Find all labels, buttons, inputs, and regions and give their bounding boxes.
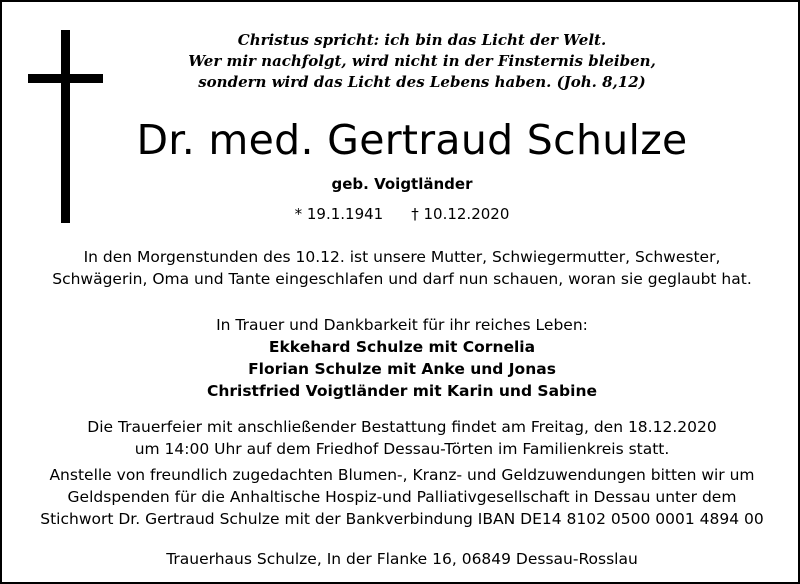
deceased-name: Dr. med. Gertraud Schulze: [136, 116, 688, 164]
mourner-line: Ekkehard Schulze mit Cornelia: [268, 338, 536, 356]
birth-date: * 19.1.1941: [294, 205, 384, 223]
mourning-house-address: [22, 548, 782, 570]
donation-line: Stichwort Dr. Gertraud Schulze mit der Bankverbindung IBAN DE14 8102 0500 0001 4894 00: [40, 510, 764, 528]
mourners: [22, 314, 782, 402]
funeral-line: Die Trauerfeier mit anschließender Bestattung findet am Freitag, den 18.12.2020: [87, 418, 717, 436]
bible-verse: [152, 30, 692, 93]
donation-info: [22, 464, 782, 530]
donation-line: Anstelle von freundlich zugedachten Blumen-, Kranz- und Geldzuwendungen bitten wir um: [49, 466, 755, 484]
announcement: [22, 246, 782, 290]
death-date: † 10.12.2020: [411, 205, 510, 223]
funeral-line: um 14:00 Uhr auf dem Friedhof Dessau-Törten im Familienkreis statt.: [134, 440, 670, 458]
announcement-line: Schwägerin, Oma und Tante eingeschlafen und darf nun schauen, woran sie geglaubt hat.: [52, 270, 752, 288]
funeral-info: [22, 416, 782, 460]
mourners-intro: In Trauer und Dankbarkeit für ihr reiches Leben:: [216, 316, 588, 334]
life-dates: [202, 204, 602, 224]
bible-verse-line: Wer mir nachfolgt, wird nicht in der Finsternis bleiben,: [188, 52, 656, 70]
bible-verse-line: sondern wird das Licht des Lebens haben. (Joh. 8,12): [198, 73, 646, 91]
mourner-line: Florian Schulze mit Anke und Jonas: [248, 360, 556, 378]
address-line: Trauerhaus Schulze, In der Flanke 16, 06849 Dessau-Rosslau: [166, 550, 638, 568]
announcement-line: In den Morgenstunden des 10.12. ist unsere Mutter, Schwiegermutter, Schwester,: [83, 248, 721, 266]
bible-verse-line: Christus spricht: ich bin das Licht der Welt.: [237, 31, 607, 49]
mourner-line: Christfried Voigtländer mit Karin und Sabine: [206, 382, 598, 400]
birth-name: geb. Voigtländer: [331, 175, 473, 193]
donation-line: Geldspenden für die Anhaltische Hospiz-und Palliativgesellschaft in Dessau unter dem: [67, 488, 737, 506]
